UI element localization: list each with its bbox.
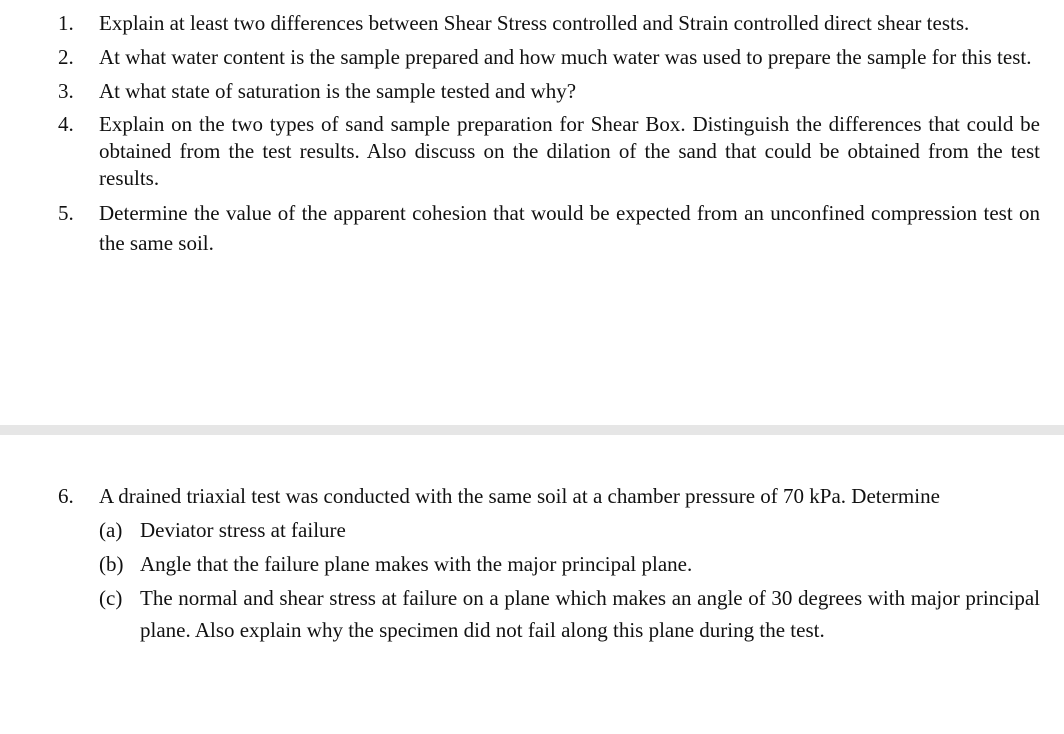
question-text: Determine the value of the apparent cohesion that would be expected from an unconfined compression test on the same soil. [99,201,1040,255]
question-list-bottom [58,480,1040,646]
question-text: Explain at least two differences between Shear Stress controlled and Strain controlled direct shear tests. [99,11,970,35]
questions-section-bottom [0,435,1064,734]
question-6 [58,480,1040,512]
question-number: 5. [58,201,74,225]
question-text: Explain on the two types of sand sample preparation for Shear Box. Distinguish the differences that could be obtained from the test results. Also discuss on the dilation of the sand that could be obtained from the test results. [99,112,1040,190]
part-text: Angle that the failure plane makes with the major principal plane. [140,552,693,576]
part-text: The normal and shear stress at failure on a plane which makes an angle of 30 degrees with major principal plane. Also explain why the specimen did not fail along this plane during the test. [140,586,1040,642]
part-text: Deviator stress at failure [140,518,346,542]
question-text: At what state of saturation is the sample tested and why? [99,79,577,103]
question-text: At what water content is the sample prepared and how much water was used to prepare the sample for this test. [99,45,1032,69]
part-label: (a) [99,518,123,542]
question-text: A drained triaxial test was conducted with the same soil at a chamber pressure of 70 kPa. Determine [99,484,940,508]
question-2 [58,41,1040,73]
question-6-part-a [99,514,1040,546]
question-list-top [58,7,1040,258]
question-number: 4. [58,112,74,136]
question-6-parts [99,514,1040,646]
question-5 [58,198,1040,258]
question-3 [58,75,1040,107]
section-divider [0,425,1064,435]
question-number: 2. [58,45,74,69]
question-number: 6. [58,484,74,508]
question-4 [58,111,1040,192]
part-label: (c) [99,586,123,610]
part-label: (b) [99,552,124,576]
question-6-part-c [99,582,1040,646]
question-number: 3. [58,79,74,103]
question-number: 1. [58,11,74,35]
question-1 [58,7,1040,39]
question-6-part-b [99,548,1040,580]
